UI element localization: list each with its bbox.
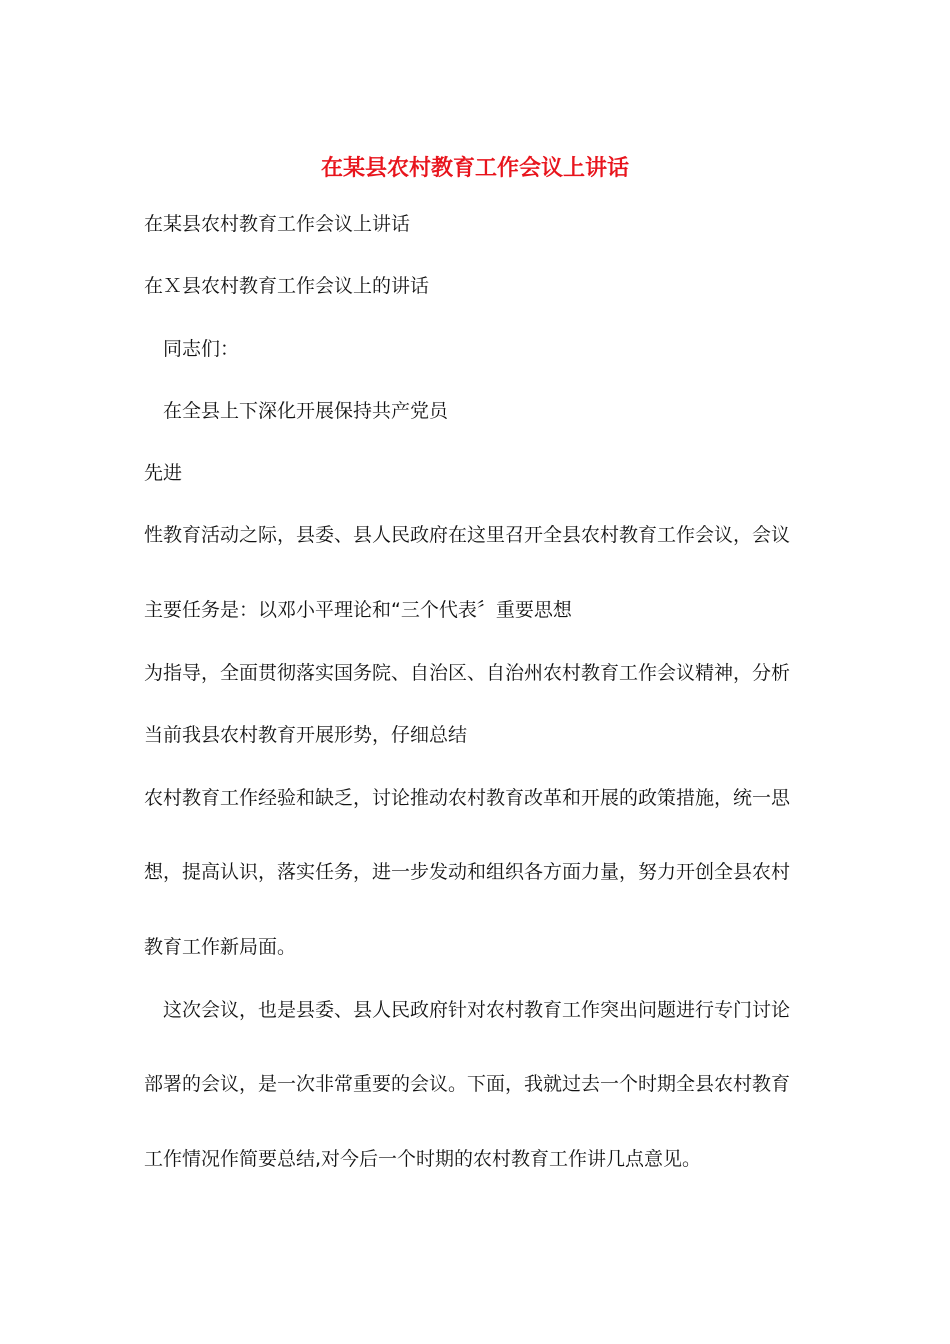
paragraph-line: 当前我县农村教育开展形势，仔细总结	[144, 724, 468, 746]
paragraph-line: 先进	[144, 462, 183, 484]
paragraph-line: 为指导，全面贯彻落实国务院、自治区、自治州农村教育工作会议精神，分析	[144, 662, 791, 684]
paragraph-line: 部署的会议，是一次非常重要的会议。下面，我就过去一个时期全县农村教育	[144, 1073, 791, 1095]
document-title: 在某县农村教育工作会议上讲话	[320, 155, 629, 181]
paragraph-line: 在全县上下深化开展保持共产党员	[163, 400, 449, 422]
paragraph-line: 这次会议，也是县委、县人民政府针对农村教育工作突出问题进行专门讨论	[163, 999, 791, 1021]
subtitle-line: 在某县农村教育工作会议上讲话	[144, 213, 411, 235]
paragraph-line: 教育工作新局面。	[144, 936, 297, 958]
paragraph-line: 农村教育工作经验和缺乏，讨论推动农村教育改革和开展的政策措施，统一思	[144, 787, 791, 809]
paragraph-line: 想，提高认识，落实任务，进一步发动和组织各方面力量，努力开创全县农村	[144, 861, 791, 883]
paragraph-line: 性教育活动之际，县委、县人民政府在这里召开全县农村教育工作会议，会议	[144, 524, 791, 546]
salutation: 同志们：	[163, 338, 240, 360]
paragraph-line: 工作情况作简要总结,对今后一个时期的农村教育工作讲几点意见。	[144, 1148, 702, 1170]
speech-heading: 在Ｘ县农村教育工作会议上的讲话	[144, 275, 430, 297]
paragraph-line: 主要任务是：以邓小平理论和“三个代表〞重要思想	[144, 599, 572, 621]
